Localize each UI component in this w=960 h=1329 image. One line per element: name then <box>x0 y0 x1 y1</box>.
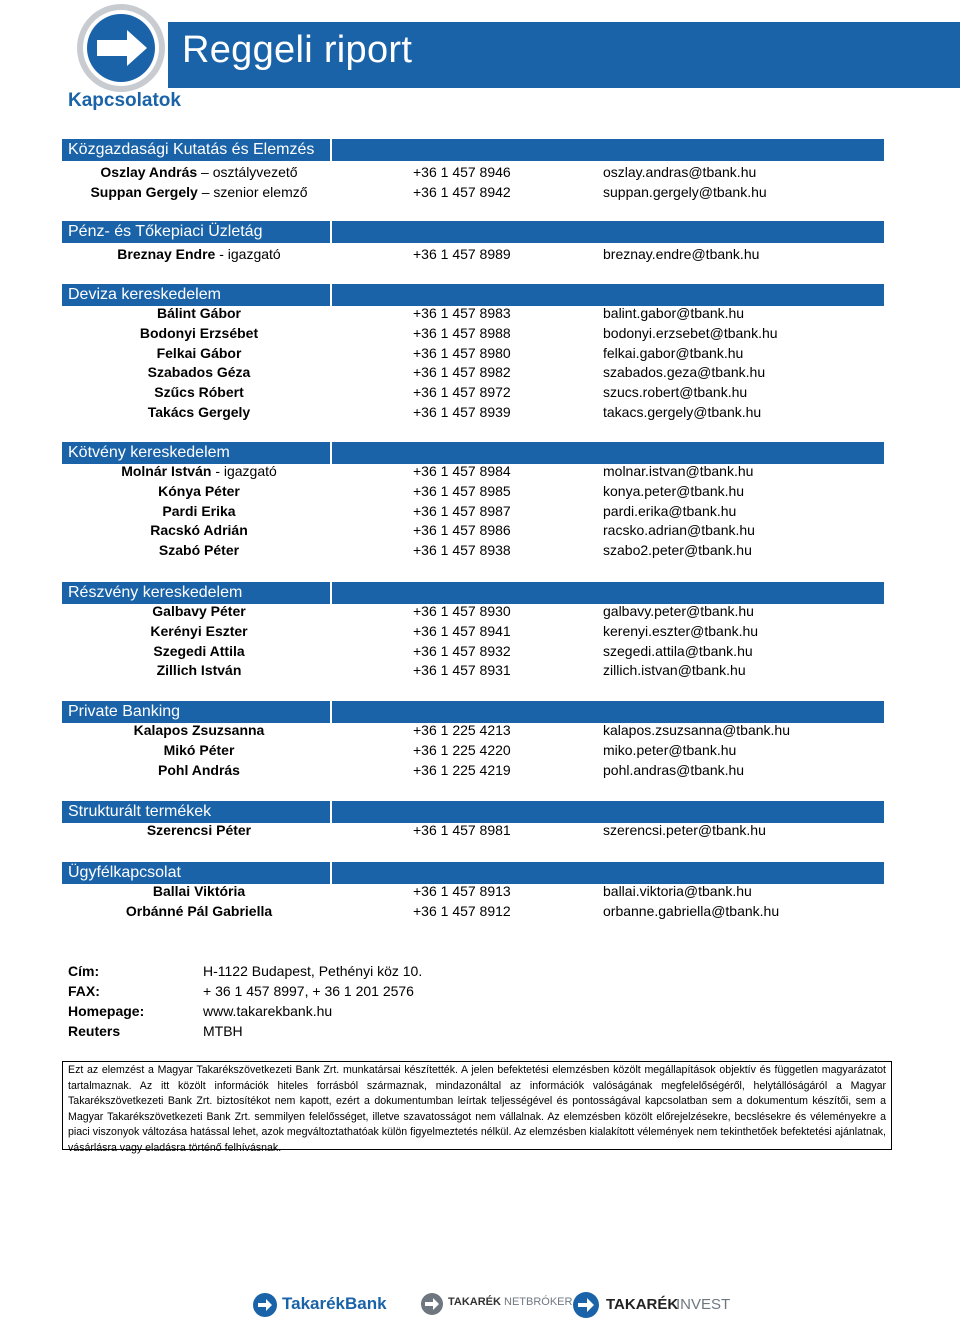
contact-name-cell <box>62 344 336 363</box>
contact-phone: +36 1 457 8941 <box>413 622 511 639</box>
contact-phone: +36 1 457 8989 <box>413 246 511 262</box>
contact-name-cell <box>62 761 336 780</box>
contact-role: - igazgató <box>215 246 281 262</box>
section-header <box>62 221 884 243</box>
contact-name: Suppan Gergely <box>90 183 198 200</box>
section-header <box>62 862 884 884</box>
section-title: Kötvény kereskedelem <box>68 444 230 461</box>
section-header <box>62 284 884 306</box>
contact-name: Galbavy Péter <box>152 603 246 619</box>
invest-logo-text-a: TAKARÉK <box>606 1296 679 1313</box>
contact-row <box>0 642 960 661</box>
invest-logo-text-b: INVEST <box>676 1296 731 1313</box>
section-header <box>62 801 884 823</box>
contact-name-cell <box>62 183 336 202</box>
contact-name-cell <box>62 741 336 760</box>
contact-phone: +36 1 457 8946 <box>413 164 511 180</box>
contact-email[interactable]: kerenyi.eszter@tbank.hu <box>603 622 759 639</box>
address-value: H-1122 Budapest, Pethényi köz 10. <box>203 963 423 979</box>
contact-role: – szenior elemző <box>197 183 308 200</box>
contact-phone: +36 1 457 8981 <box>413 822 511 838</box>
contact-name: Kerényi Eszter <box>150 622 248 639</box>
contact-email[interactable]: szegedi.attila@tbank.hu <box>603 642 753 659</box>
contact-email[interactable]: molnar.istvan@tbank.hu <box>603 463 754 479</box>
contact-row <box>0 821 960 840</box>
contact-row <box>0 602 960 621</box>
contact-email[interactable]: felkai.gabor@tbank.hu <box>603 344 744 361</box>
section-divider <box>330 139 332 161</box>
contact-email[interactable]: szucs.robert@tbank.hu <box>603 384 748 400</box>
contact-email[interactable]: orbanne.gabriella@tbank.hu <box>603 902 780 919</box>
fax-value: + 36 1 457 8997, + 36 1 201 2576 <box>203 983 414 999</box>
contact-phone: +36 1 457 8988 <box>413 324 511 341</box>
takarekbank-logo-text: TakarékBank <box>282 1294 387 1313</box>
takarek-logo-icon <box>75 2 167 94</box>
section-header <box>62 701 884 723</box>
contact-name-cell <box>62 882 336 901</box>
contact-row <box>0 383 960 402</box>
contact-name: Szegedi Attila <box>153 642 245 659</box>
contact-name: Kónya Péter <box>158 482 240 499</box>
contact-phone: +36 1 225 4220 <box>413 741 511 758</box>
contact-name-cell <box>62 245 336 264</box>
contact-row <box>0 622 960 641</box>
contact-row <box>0 163 960 182</box>
contact-phone: +36 1 457 8983 <box>413 305 511 321</box>
contact-phone: +36 1 457 8987 <box>413 502 511 519</box>
contact-name: Szűcs Róbert <box>154 384 244 400</box>
contact-role: - igazgató <box>211 463 277 479</box>
contact-email[interactable]: szabados.geza@tbank.hu <box>603 364 766 381</box>
contact-phone: +36 1 225 4213 <box>413 722 511 738</box>
contact-phone: +36 1 457 8913 <box>413 883 511 899</box>
contact-phone: +36 1 457 8931 <box>413 662 511 679</box>
section-header <box>62 582 884 604</box>
contact-name-cell <box>62 304 336 323</box>
section-header <box>62 139 884 161</box>
contact-name-cell <box>62 642 336 661</box>
contact-phone: +36 1 457 8985 <box>413 482 511 499</box>
contact-name: Ballai Viktória <box>152 883 246 899</box>
contact-row <box>0 902 960 921</box>
contact-email[interactable]: zillich.istvan@tbank.hu <box>603 662 746 679</box>
contact-row <box>0 403 960 422</box>
contact-email[interactable]: ballai.viktoria@tbank.hu <box>603 883 752 899</box>
contact-email[interactable]: suppan.gergely@tbank.hu <box>603 183 767 200</box>
contact-name: Orbánné Pál Gabriella <box>125 902 273 919</box>
contact-email[interactable]: konya.peter@tbank.hu <box>603 482 745 499</box>
contact-name-cell <box>62 163 336 182</box>
contact-name: Pardi Erika <box>162 502 236 519</box>
contact-phone: +36 1 457 8942 <box>413 183 511 200</box>
contact-name-cell <box>62 403 336 422</box>
contact-phone: +36 1 225 4219 <box>413 761 511 778</box>
contact-row <box>0 462 960 481</box>
contact-phone: +36 1 457 8912 <box>413 902 511 919</box>
contact-phone: +36 1 457 8984 <box>413 463 511 479</box>
contact-role: – osztályvezető <box>197 164 298 180</box>
contact-email[interactable]: pohl.andras@tbank.hu <box>603 761 745 778</box>
section-title: Ügyfélkapcsolat <box>68 864 181 881</box>
section-divider <box>330 582 332 604</box>
contact-row <box>0 304 960 323</box>
section-divider <box>330 442 332 464</box>
contact-row <box>0 183 960 202</box>
contact-name-cell <box>62 541 336 560</box>
contact-phone: +36 1 457 8980 <box>413 344 511 361</box>
contact-email[interactable]: kalapos.zsuzsanna@tbank.hu <box>603 722 790 738</box>
contact-row <box>0 482 960 501</box>
address-label: Cím: <box>68 963 100 979</box>
contact-email[interactable]: oszlay.andras@tbank.hu <box>603 164 757 180</box>
contact-name-cell <box>62 482 336 501</box>
contact-name: Breznay Endre <box>117 246 216 262</box>
reuters-label: Reuters <box>68 1023 121 1039</box>
page-subtitle: Kapcsolatok <box>68 90 181 111</box>
reuters-value: MTBH <box>203 1023 243 1039</box>
contact-name-cell <box>62 902 336 921</box>
contact-row <box>0 344 960 363</box>
contact-name-cell <box>62 661 336 680</box>
section-divider <box>330 221 332 243</box>
section-divider <box>330 862 332 884</box>
contact-phone: +36 1 457 8930 <box>413 603 511 619</box>
section-divider <box>330 701 332 723</box>
contact-name: Szabados Géza <box>147 364 251 381</box>
section-title: Pénz- és Tőkepiaci Üzletág <box>68 223 263 240</box>
contact-name: Racskó Adrián <box>150 522 248 539</box>
contact-phone: +36 1 457 8982 <box>413 364 511 381</box>
contact-email[interactable]: bodonyi.erzsebet@tbank.hu <box>603 324 778 341</box>
contact-name: Oszlay András <box>100 164 198 180</box>
homepage-link[interactable]: www.takarekbank.hu <box>203 1003 333 1019</box>
contact-name: Molnár István <box>121 463 212 479</box>
netbroker-logo-text-a: TAKARÉK <box>448 1296 501 1308</box>
homepage-label: Homepage: <box>68 1003 145 1019</box>
contact-row <box>0 661 960 680</box>
invest-logo-icon <box>572 1291 600 1319</box>
contact-row <box>0 245 960 264</box>
contact-phone: +36 1 457 8932 <box>413 642 511 659</box>
contact-row <box>0 721 960 740</box>
section-divider <box>330 801 332 823</box>
contact-name-cell <box>62 821 336 840</box>
contact-row <box>0 363 960 382</box>
contact-row <box>0 502 960 521</box>
section-title: Deviza kereskedelem <box>68 286 221 303</box>
contact-phone: +36 1 457 8939 <box>413 403 511 420</box>
contact-name: Szerencsi Péter <box>146 822 252 838</box>
contact-email[interactable]: galbavy.peter@tbank.hu <box>603 603 754 619</box>
fax-label: FAX: <box>68 983 100 999</box>
section-title: Strukturált termékek <box>68 803 212 820</box>
contact-name-cell <box>62 721 336 740</box>
contact-name: Bodonyi Erzsébet <box>139 324 259 341</box>
contact-name-cell <box>62 363 336 382</box>
section-title: Részvény kereskedelem <box>68 584 243 601</box>
netbroker-logo-icon <box>420 1292 444 1316</box>
report-title: Reggeli riport <box>182 29 413 71</box>
section-title: Közgazdasági Kutatás és Elemzés <box>68 141 315 158</box>
contact-email[interactable]: breznay.endre@tbank.hu <box>603 246 760 262</box>
contact-name: Kalapos Zsuzsanna <box>133 722 265 738</box>
section-header <box>62 442 884 464</box>
contact-row <box>0 541 960 560</box>
contact-name: Takács Gergely <box>147 403 251 420</box>
netbroker-logo-text-b: NETBRÓKER <box>504 1296 573 1308</box>
contact-email[interactable]: pardi.erika@tbank.hu <box>603 502 737 519</box>
contact-row <box>0 882 960 901</box>
contact-name: Mikó Péter <box>163 741 235 758</box>
contact-name: Pohl András <box>158 761 240 778</box>
contact-name: Zillich István <box>156 662 242 679</box>
takarekbank-logo-icon <box>252 1292 278 1318</box>
contact-email[interactable]: szerencsi.peter@tbank.hu <box>603 822 766 838</box>
contact-name-cell <box>62 462 336 481</box>
contact-name: Bálint Gábor <box>156 305 241 321</box>
contact-name: Szabó Péter <box>158 542 240 558</box>
contact-name-cell <box>62 383 336 402</box>
contact-name-cell <box>62 521 336 540</box>
contact-name-cell <box>62 502 336 521</box>
contact-email[interactable]: takacs.gergely@tbank.hu <box>603 403 762 420</box>
contact-row <box>0 521 960 540</box>
contact-email[interactable]: racsko.adrian@tbank.hu <box>603 522 755 539</box>
contact-email[interactable]: szabo2.peter@tbank.hu <box>603 542 752 558</box>
contact-name: Felkai Gábor <box>156 344 242 361</box>
contact-row <box>0 324 960 343</box>
section-divider <box>330 284 332 306</box>
disclaimer-box: Ezt az elemzést a Magyar Takarékszövetkezeti Bank Zrt. munkatársai készítették. A jelen befektetési elemzésben közölt megállapítások objektív és független magyarázatot tartalmaznak. Az itt közölt információk hiteles forrásból származnak, mindazonáltal az információk valóságának megfelelőségéről, helytállóságáról a Magyar Takarékszövetkezeti Bank Zrt. biztosítékot nem kapott, ezért a dokumentumban leírtak teljességével és pontosságával kapcsolatban sem a dokumentum készítői, sem a Magyar Takarékszövetkezeti Bank Zrt. semmilyen felelősséget, illetve szavatosságot nem vállalnak. Az elemzésben közölt előrejelzésekre, becslésekre és véleményekre a piaci viszonyok változása hatással lehet, azok megváltoztathatóak külön figyelmeztetés nélkül. Az elemzésben kialakított vélemények nem tekinthetőek befektetési ajánlatnak, vásárlásra vagy eladásra történő felhívásnak. <box>62 1061 892 1150</box>
contact-phone: +36 1 457 8972 <box>413 384 511 400</box>
section-title: Private Banking <box>68 703 181 720</box>
contact-row <box>0 761 960 780</box>
contact-name-cell <box>62 622 336 641</box>
contact-name-cell <box>62 602 336 621</box>
contact-name-cell <box>62 324 336 343</box>
contact-row <box>0 741 960 760</box>
contact-phone: +36 1 457 8986 <box>413 522 511 539</box>
contact-email[interactable]: miko.peter@tbank.hu <box>603 741 737 758</box>
contact-phone: +36 1 457 8938 <box>413 542 511 558</box>
contact-email[interactable]: balint.gabor@tbank.hu <box>603 305 745 321</box>
